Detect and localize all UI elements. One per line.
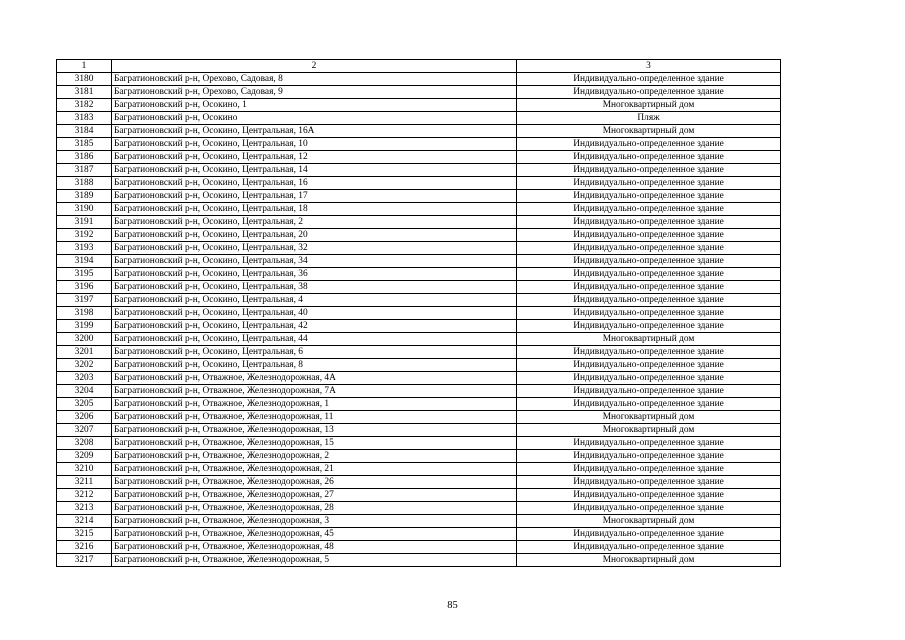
address-cell: Багратионовский р-н, Отважное, Железнодорожная, 2 bbox=[112, 450, 517, 463]
table-row bbox=[57, 463, 781, 476]
table-row bbox=[57, 307, 781, 320]
object-type-cell: Индивидуально-определенное здание bbox=[517, 489, 781, 502]
object-type-cell: Индивидуально-определенное здание bbox=[517, 203, 781, 216]
object-type-cell: Индивидуально-определенное здание bbox=[517, 320, 781, 333]
address-cell: Багратионовский р-н, Осокино, Центральная, 38 bbox=[112, 281, 517, 294]
row-number-cell: 3194 bbox=[57, 255, 112, 268]
table-row bbox=[57, 281, 781, 294]
property-registry-table bbox=[56, 59, 781, 567]
row-number-cell: 3192 bbox=[57, 229, 112, 242]
address-cell: Багратионовский р-н, Отважное, Железнодорожная, 3 bbox=[112, 515, 517, 528]
row-number-cell: 3182 bbox=[57, 99, 112, 112]
table-row bbox=[57, 554, 781, 567]
table-row bbox=[57, 385, 781, 398]
row-number-cell: 3200 bbox=[57, 333, 112, 346]
table-row bbox=[57, 294, 781, 307]
table-row bbox=[57, 476, 781, 489]
table-row bbox=[57, 411, 781, 424]
address-cell: Багратионовский р-н, Отважное, Железнодорожная, 45 bbox=[112, 528, 517, 541]
address-cell: Багратионовский р-н, Осокино, Центральная, 40 bbox=[112, 307, 517, 320]
address-cell: Багратионовский р-н, Осокино, Центральная, 44 bbox=[112, 333, 517, 346]
table-row bbox=[57, 515, 781, 528]
object-type-cell: Индивидуально-определенное здание bbox=[517, 281, 781, 294]
object-type-cell: Индивидуально-определенное здание bbox=[517, 255, 781, 268]
row-number-cell: 3205 bbox=[57, 398, 112, 411]
address-cell: Багратионовский р-н, Отважное, Железнодорожная, 15 bbox=[112, 437, 517, 450]
object-type-cell: Индивидуально-определенное здание bbox=[517, 450, 781, 463]
address-cell: Багратионовский р-н, Осокино, Центральная, 10 bbox=[112, 138, 517, 151]
address-cell: Багратионовский р-н, Отважное, Железнодорожная, 48 bbox=[112, 541, 517, 554]
object-type-cell: Индивидуально-определенное здание bbox=[517, 307, 781, 320]
table-row bbox=[57, 216, 781, 229]
row-number-cell: 3183 bbox=[57, 112, 112, 125]
row-number-cell: 3189 bbox=[57, 190, 112, 203]
row-number-cell: 3209 bbox=[57, 450, 112, 463]
table-row bbox=[57, 229, 781, 242]
table-row bbox=[57, 541, 781, 554]
row-number-cell: 3180 bbox=[57, 73, 112, 86]
row-number-cell: 3217 bbox=[57, 554, 112, 567]
row-number-cell: 3191 bbox=[57, 216, 112, 229]
address-cell: Багратионовский р-н, Отважное, Железнодорожная, 26 bbox=[112, 476, 517, 489]
address-cell: Багратионовский р-н, Осокино, Центральная, 12 bbox=[112, 151, 517, 164]
row-number-cell: 3198 bbox=[57, 307, 112, 320]
object-type-cell: Многоквартирный дом bbox=[517, 125, 781, 138]
row-number-cell: 3201 bbox=[57, 346, 112, 359]
row-number-cell: 3210 bbox=[57, 463, 112, 476]
column-number-header-row bbox=[57, 60, 781, 73]
row-number-cell: 3193 bbox=[57, 242, 112, 255]
address-cell: Багратионовский р-н, Осокино, Центральная, 34 bbox=[112, 255, 517, 268]
row-number-cell: 3213 bbox=[57, 502, 112, 515]
object-type-cell: Индивидуально-определенное здание bbox=[517, 385, 781, 398]
table-row bbox=[57, 359, 781, 372]
table-row bbox=[57, 450, 781, 463]
address-cell: Багратионовский р-н, Отважное, Железнодорожная, 1 bbox=[112, 398, 517, 411]
table-row bbox=[57, 190, 781, 203]
address-cell: Багратионовский р-н, Отважное, Железнодорожная, 4А bbox=[112, 372, 517, 385]
address-cell: Багратионовский р-н, Отважное, Железнодорожная, 27 bbox=[112, 489, 517, 502]
address-cell: Багратионовский р-н, Осокино, Центральная, 6 bbox=[112, 346, 517, 359]
row-number-cell: 3206 bbox=[57, 411, 112, 424]
table-row bbox=[57, 333, 781, 346]
address-cell: Багратионовский р-н, Орехово, Садовая, 8 bbox=[112, 73, 517, 86]
object-type-cell: Индивидуально-определенное здание bbox=[517, 151, 781, 164]
row-number-cell: 3208 bbox=[57, 437, 112, 450]
table-row bbox=[57, 372, 781, 385]
object-type-cell: Индивидуально-определенное здание bbox=[517, 502, 781, 515]
table-row bbox=[57, 268, 781, 281]
table-row bbox=[57, 138, 781, 151]
object-type-cell: Индивидуально-определенное здание bbox=[517, 437, 781, 450]
table-row bbox=[57, 151, 781, 164]
row-number-cell: 3188 bbox=[57, 177, 112, 190]
address-cell: Багратионовский р-н, Отважное, Железнодорожная, 21 bbox=[112, 463, 517, 476]
object-type-cell: Индивидуально-определенное здание bbox=[517, 177, 781, 190]
row-number-cell: 3181 bbox=[57, 86, 112, 99]
object-type-cell: Индивидуально-определенное здание bbox=[517, 398, 781, 411]
column-number-3: 3 bbox=[517, 60, 781, 73]
address-cell: Багратионовский р-н, Осокино, Центральная, 18 bbox=[112, 203, 517, 216]
address-cell: Багратионовский р-н, Осокино, Центральная, 14 bbox=[112, 164, 517, 177]
address-cell: Багратионовский р-н, Осокино, Центральная, 36 bbox=[112, 268, 517, 281]
address-cell: Багратионовский р-н, Отважное, Железнодорожная, 7А bbox=[112, 385, 517, 398]
address-cell: Багратионовский р-н, Осокино, Центральная, 32 bbox=[112, 242, 517, 255]
address-cell: Багратионовский р-н, Осокино, Центральная, 2 bbox=[112, 216, 517, 229]
table-row bbox=[57, 255, 781, 268]
address-cell: Багратионовский р-н, Осокино, Центральная, 42 bbox=[112, 320, 517, 333]
object-type-cell: Многоквартирный дом bbox=[517, 333, 781, 346]
object-type-cell: Индивидуально-определенное здание bbox=[517, 229, 781, 242]
table-row bbox=[57, 164, 781, 177]
table-row bbox=[57, 528, 781, 541]
address-cell: Багратионовский р-н, Осокино bbox=[112, 112, 517, 125]
row-number-cell: 3195 bbox=[57, 268, 112, 281]
table-row bbox=[57, 424, 781, 437]
table-row bbox=[57, 73, 781, 86]
row-number-cell: 3199 bbox=[57, 320, 112, 333]
column-number-1: 1 bbox=[57, 60, 112, 73]
object-type-cell: Многоквартирный дом bbox=[517, 554, 781, 567]
address-cell: Багратионовский р-н, Осокино, Центральная, 16А bbox=[112, 125, 517, 138]
address-cell: Багратионовский р-н, Осокино, Центральная, 17 bbox=[112, 190, 517, 203]
address-cell: Багратионовский р-н, Отважное, Железнодорожная, 13 bbox=[112, 424, 517, 437]
row-number-cell: 3185 bbox=[57, 138, 112, 151]
row-number-cell: 3202 bbox=[57, 359, 112, 372]
object-type-cell: Индивидуально-определенное здание bbox=[517, 73, 781, 86]
address-cell: Багратионовский р-н, Осокино, 1 bbox=[112, 99, 517, 112]
row-number-cell: 3184 bbox=[57, 125, 112, 138]
row-number-cell: 3197 bbox=[57, 294, 112, 307]
object-type-cell: Индивидуально-определенное здание bbox=[517, 216, 781, 229]
object-type-cell: Индивидуально-определенное здание bbox=[517, 359, 781, 372]
object-type-cell: Многоквартирный дом bbox=[517, 99, 781, 112]
object-type-cell: Индивидуально-определенное здание bbox=[517, 294, 781, 307]
address-cell: Багратионовский р-н, Отважное, Железнодорожная, 5 bbox=[112, 554, 517, 567]
table-row bbox=[57, 203, 781, 216]
object-type-cell: Индивидуально-определенное здание bbox=[517, 372, 781, 385]
row-number-cell: 3212 bbox=[57, 489, 112, 502]
object-type-cell: Индивидуально-определенное здание bbox=[517, 190, 781, 203]
table-row bbox=[57, 346, 781, 359]
row-number-cell: 3203 bbox=[57, 372, 112, 385]
table-row bbox=[57, 177, 781, 190]
object-type-cell: Многоквартирный дом bbox=[517, 515, 781, 528]
registry-table-body bbox=[57, 60, 781, 567]
row-number-cell: 3187 bbox=[57, 164, 112, 177]
address-cell: Багратионовский р-н, Осокино, Центральная, 8 bbox=[112, 359, 517, 372]
table-row bbox=[57, 112, 781, 125]
object-type-cell: Пляж bbox=[517, 112, 781, 125]
page-number: 85 bbox=[447, 600, 458, 611]
row-number-cell: 3216 bbox=[57, 541, 112, 554]
row-number-cell: 3215 bbox=[57, 528, 112, 541]
table-row bbox=[57, 320, 781, 333]
object-type-cell: Многоквартирный дом bbox=[517, 411, 781, 424]
row-number-cell: 3204 bbox=[57, 385, 112, 398]
object-type-cell: Многоквартирный дом bbox=[517, 424, 781, 437]
column-number-2: 2 bbox=[112, 60, 517, 73]
row-number-cell: 3207 bbox=[57, 424, 112, 437]
object-type-cell: Индивидуально-определенное здание bbox=[517, 138, 781, 151]
address-cell: Багратионовский р-н, Осокино, Центральная, 16 bbox=[112, 177, 517, 190]
row-number-cell: 3186 bbox=[57, 151, 112, 164]
table-row bbox=[57, 125, 781, 138]
object-type-cell: Индивидуально-определенное здание bbox=[517, 541, 781, 554]
row-number-cell: 3196 bbox=[57, 281, 112, 294]
object-type-cell: Индивидуально-определенное здание bbox=[517, 463, 781, 476]
table-row bbox=[57, 398, 781, 411]
address-cell: Багратионовский р-н, Отважное, Железнодорожная, 28 bbox=[112, 502, 517, 515]
address-cell: Багратионовский р-н, Отважное, Железнодорожная, 11 bbox=[112, 411, 517, 424]
row-number-cell: 3214 bbox=[57, 515, 112, 528]
table-row bbox=[57, 242, 781, 255]
row-number-cell: 3190 bbox=[57, 203, 112, 216]
object-type-cell: Индивидуально-определенное здание bbox=[517, 476, 781, 489]
address-cell: Багратионовский р-н, Осокино, Центральная, 20 bbox=[112, 229, 517, 242]
table-row bbox=[57, 502, 781, 515]
address-cell: Багратионовский р-н, Орехово, Садовая, 9 bbox=[112, 86, 517, 99]
address-cell: Багратионовский р-н, Осокино, Центральная, 4 bbox=[112, 294, 517, 307]
table-row bbox=[57, 437, 781, 450]
object-type-cell: Индивидуально-определенное здание bbox=[517, 346, 781, 359]
object-type-cell: Индивидуально-определенное здание bbox=[517, 164, 781, 177]
row-number-cell: 3211 bbox=[57, 476, 112, 489]
table-row bbox=[57, 99, 781, 112]
object-type-cell: Индивидуально-определенное здание bbox=[517, 242, 781, 255]
object-type-cell: Индивидуально-определенное здание bbox=[517, 528, 781, 541]
table-row bbox=[57, 489, 781, 502]
object-type-cell: Индивидуально-определенное здание bbox=[517, 268, 781, 281]
table-row bbox=[57, 86, 781, 99]
object-type-cell: Индивидуально-определенное здание bbox=[517, 86, 781, 99]
